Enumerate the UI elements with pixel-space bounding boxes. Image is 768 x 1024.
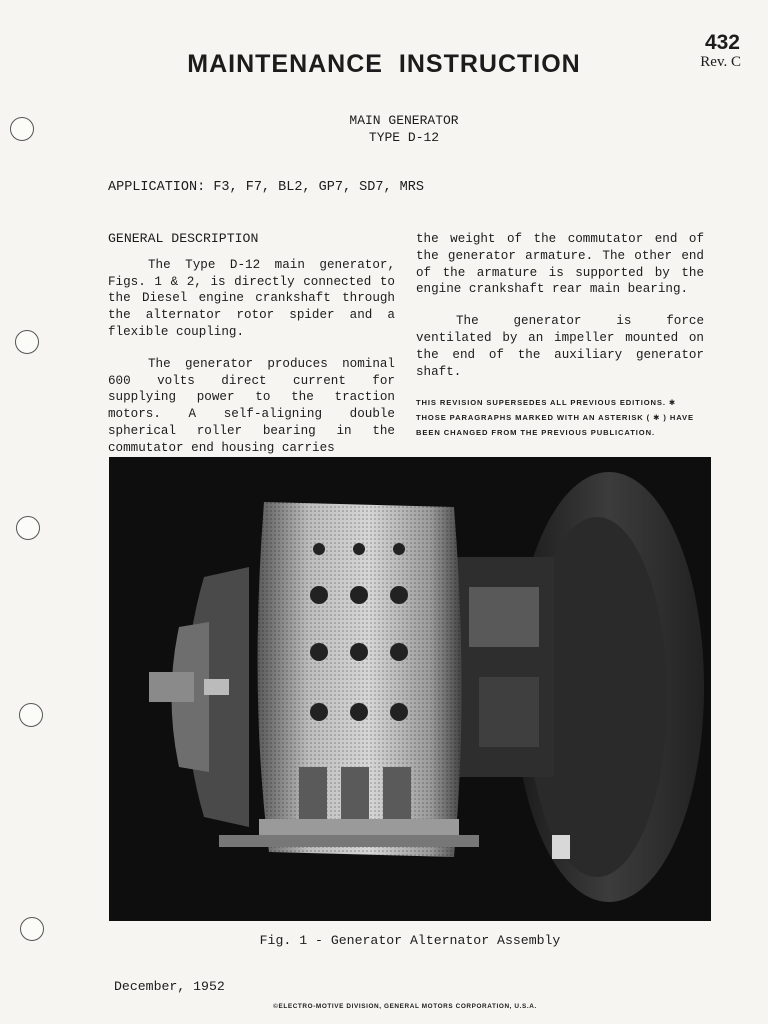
subtitle-line: MAIN GENERATOR — [349, 113, 459, 128]
application-line: APPLICATION: F3, F7, BL2, GP7, SD7, MRS — [108, 180, 424, 195]
title-word-rest: AINTENANCE — [209, 50, 383, 78]
publication-date: December, 1952 — [114, 979, 225, 994]
paragraph: The generator produces nominal 600 volts direct current for supplying power to the traction motors. A self-aligning double spherical roller bearing in the commutator end housing carries — [108, 356, 395, 455]
paragraph: The generator is force ventilated by an impeller mounted on the end of the auxiliary generator shaft. — [416, 314, 704, 379]
figure-caption: Fig. 1 - Generator Alternator Assembly — [259, 933, 561, 948]
text-column-left — [108, 231, 395, 472]
notice-line: THOSE PARAGRAPHS MARKED WITH AN ASTERISK ( ✱ ) HAVE — [416, 413, 694, 423]
generator-illustration — [109, 457, 711, 921]
section-heading: GENERAL DESCRIPTION — [108, 231, 259, 246]
copyright-line: ©ELECTRO-MOTIVE DIVISION, GENERAL MOTORS CORPORATION, U.S.A. — [273, 1003, 537, 1010]
notice-line: BEEN CHANGED FROM THE PREVIOUS PUBLICATION. — [416, 428, 655, 438]
binder-hole — [15, 330, 39, 354]
text-column-right — [416, 231, 704, 440]
revision-notice — [416, 395, 704, 440]
document-subtitle — [0, 112, 768, 146]
revision-label: Rev. C — [700, 54, 741, 70]
subtitle-line: TYPE D-12 — [368, 130, 440, 145]
notice-line: THIS REVISION SUPERSEDES ALL PREVIOUS EDITIONS. ✱ — [416, 398, 677, 408]
title-word-rest: NSTRUCTION — [406, 50, 581, 78]
paragraph: The Type D-12 main generator, Figs. 1 & 2, is directly connected to the Diesel engine crankshaft through the alternator rotor spider and a flexible coupling. — [108, 257, 395, 339]
document-number: 432 — [704, 31, 740, 54]
generator-photograph — [109, 457, 711, 921]
paragraph: the weight of the commutator end of the generator armature. The other end of the armature is supported by the engine crankshaft rear main bearing. — [416, 232, 704, 297]
binder-hole — [16, 516, 40, 540]
binder-hole — [19, 703, 43, 727]
page-title: MAINTENANCE INSTRUCTION — [187, 50, 581, 78]
